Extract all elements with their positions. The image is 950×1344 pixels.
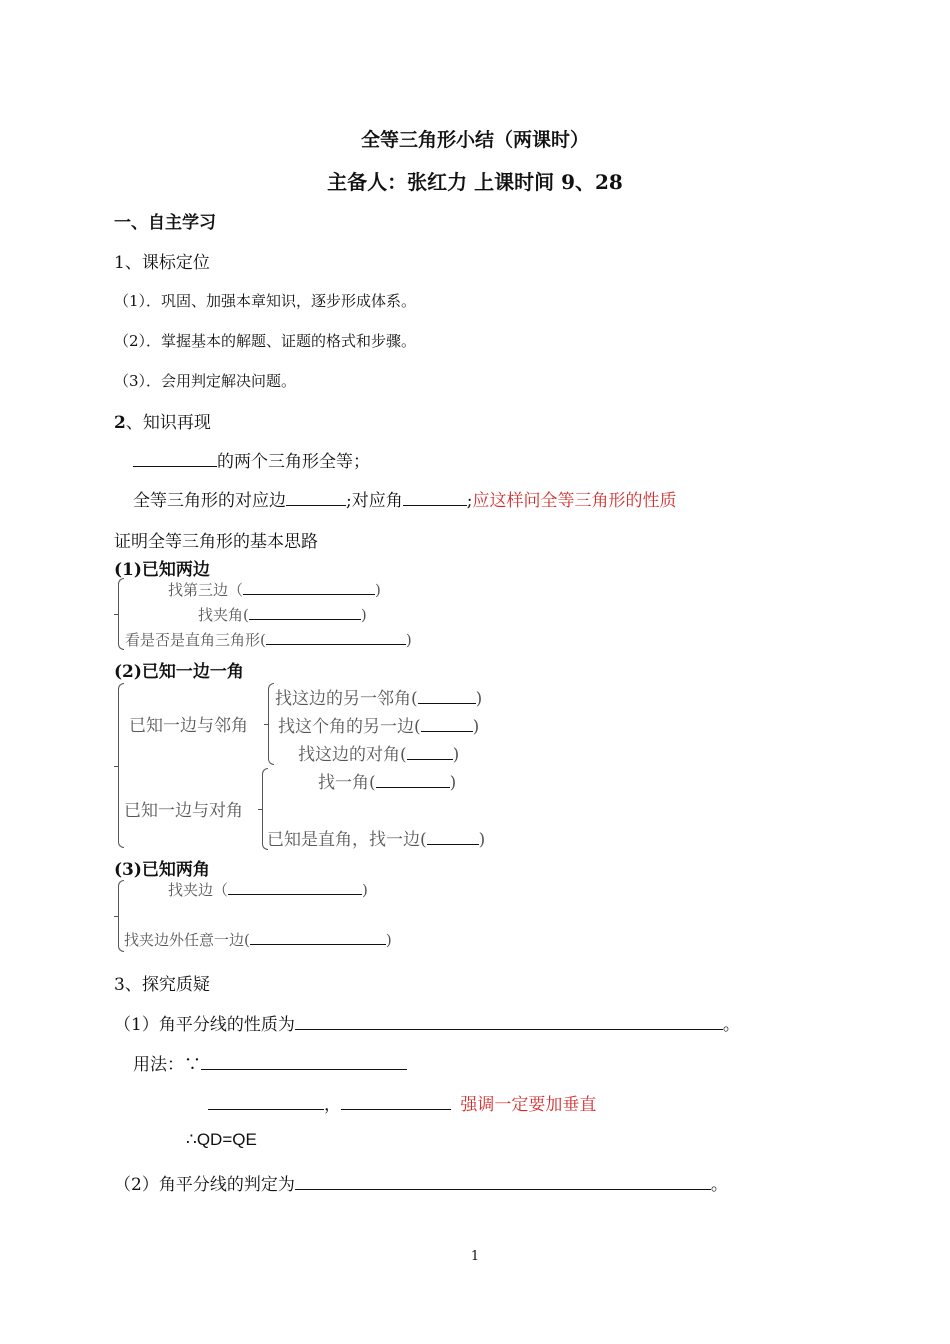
question-text: （2）角平分线的判定为 xyxy=(114,1175,295,1195)
page-subtitle: 主备人：张红力 上课时间 9、28 xyxy=(327,170,623,194)
case-group-label: 已知一边与邻角 xyxy=(129,716,248,736)
fill-blank[interactable] xyxy=(418,686,476,704)
teacher-note-red: 强调一定要加垂直 xyxy=(460,1095,597,1115)
brace-icon xyxy=(118,683,124,848)
fill-blank[interactable] xyxy=(295,1172,711,1190)
fill-blank[interactable] xyxy=(228,879,362,895)
subsection-label: 、知识再现 xyxy=(125,413,211,433)
fill-blank[interactable] xyxy=(243,579,375,595)
case-title: (2)已知一边一角 xyxy=(114,662,244,682)
fill-blank[interactable] xyxy=(295,1012,723,1030)
item-text: 已知是直角，找一边( xyxy=(267,830,427,850)
paren: ) xyxy=(360,606,367,624)
fill-blank[interactable] xyxy=(403,488,467,506)
brace-icon xyxy=(118,578,124,650)
review-text: ;对应角 xyxy=(346,491,403,511)
question-text: （1）角平分线的性质为 xyxy=(114,1015,295,1035)
fill-blank[interactable] xyxy=(133,449,217,467)
page-title: 全等三角形小结（两课时） xyxy=(360,129,589,151)
fill-blank[interactable] xyxy=(250,929,386,945)
subsection-curriculum: 1、课标定位 xyxy=(114,253,210,273)
paren: ) xyxy=(478,830,486,850)
paren: ) xyxy=(475,689,483,709)
item-text: 找夹角( xyxy=(198,606,249,624)
question-angle-bisector-criterion xyxy=(114,1170,728,1195)
item-text: 找这边的对角( xyxy=(298,745,407,765)
paren: ) xyxy=(362,881,368,899)
objective-item: （2）．掌握基本的解题、证题的格式和步骤。 xyxy=(114,332,417,350)
item-text: 找夹边（ xyxy=(168,881,229,899)
case-item xyxy=(124,929,392,950)
case-title: (3)已知两角 xyxy=(114,860,210,880)
fill-blank[interactable] xyxy=(201,1052,407,1070)
paren: ) xyxy=(449,773,457,793)
review-text: ; xyxy=(466,491,473,511)
subsection-inquiry: 3、探究质疑 xyxy=(114,975,210,995)
review-line-congruence xyxy=(133,447,370,472)
paren: ) xyxy=(405,631,412,649)
case-item xyxy=(275,684,482,709)
case-item xyxy=(168,579,381,600)
fill-blank[interactable] xyxy=(341,1092,451,1110)
fill-blank[interactable] xyxy=(427,827,479,845)
objective-item: （3）．会用判定解决问题。 xyxy=(114,372,297,390)
review-text: 的两个三角形全等； xyxy=(217,452,370,472)
review-text: 全等三角形的对应边 xyxy=(133,491,286,511)
fill-blank[interactable] xyxy=(376,770,450,788)
case-item xyxy=(267,825,485,850)
item-text: 找这个角的另一边( xyxy=(278,717,421,737)
paren: ) xyxy=(452,745,460,765)
fill-blank[interactable] xyxy=(266,629,406,645)
question-angle-bisector-property xyxy=(114,1010,740,1035)
conclusion-line: ∴QD=QE xyxy=(186,1130,257,1149)
item-text: 看是否是直角三角形( xyxy=(125,631,266,649)
usage-conditions-line xyxy=(208,1090,596,1115)
fill-blank[interactable] xyxy=(208,1092,324,1110)
page-number: 1 xyxy=(470,1249,480,1264)
usage-text: 用法：∵ xyxy=(133,1055,201,1075)
subsection-knowledge-review xyxy=(114,408,211,433)
item-text: 找夹边外任意一边( xyxy=(124,931,250,949)
brace-icon xyxy=(268,683,274,765)
fill-blank[interactable] xyxy=(286,488,346,506)
item-text: 找这边的另一邻角( xyxy=(275,689,418,709)
fill-blank[interactable] xyxy=(421,714,473,732)
punctuation: 。 xyxy=(722,1015,740,1035)
punctuation: 。 xyxy=(710,1175,728,1195)
usage-line xyxy=(133,1050,407,1075)
case-item xyxy=(125,629,412,650)
paren: ) xyxy=(472,717,480,737)
case-title: (1)已知两边 xyxy=(114,560,210,580)
case-group-label: 已知一边与对角 xyxy=(124,801,243,821)
punctuation: ， xyxy=(324,1095,341,1115)
fill-blank[interactable] xyxy=(407,742,453,760)
fill-blank[interactable] xyxy=(249,604,361,620)
item-text: 找第三边（ xyxy=(168,581,244,599)
case-item xyxy=(278,712,479,737)
review-line-properties xyxy=(133,486,676,511)
objective-item: （1）．巩固、加强本章知识，逐步形成体系。 xyxy=(114,292,417,310)
case-item xyxy=(318,768,456,793)
paren: ) xyxy=(385,931,392,949)
case-item xyxy=(298,740,459,765)
item-text: 找一角( xyxy=(318,773,376,793)
proof-heading: 证明全等三角形的基本思路 xyxy=(114,532,318,552)
case-item xyxy=(168,879,368,900)
subsection-number: 2 xyxy=(114,413,126,433)
section-heading-self-study: 一、自主学习 xyxy=(114,213,216,233)
teacher-note-red: 应这样问全等三角形的性质 xyxy=(472,491,677,511)
paren: ) xyxy=(375,581,381,599)
case-item xyxy=(198,604,367,625)
